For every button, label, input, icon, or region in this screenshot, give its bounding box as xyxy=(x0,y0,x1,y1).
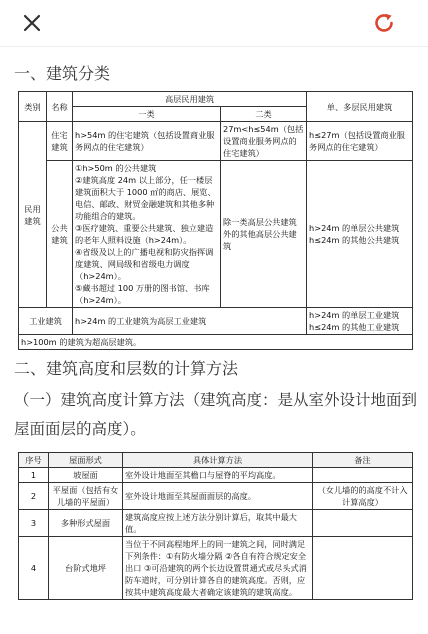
public-multi xyxy=(307,161,413,308)
section-heading-height-calc: 二、建筑高度和层数的计算方法 xyxy=(14,359,239,378)
residential-multi: h≤27m（包括设置商业服务网点的住宅建筑） xyxy=(307,122,413,161)
refresh-icon xyxy=(372,11,396,35)
public-multi-line: h≤24m 的其他公共建筑 xyxy=(309,235,400,245)
height-calculation-table xyxy=(18,452,413,600)
row-method: 室外设计地面至其屋面面层的高度。 xyxy=(123,483,313,510)
table-row xyxy=(19,510,413,537)
row-method: 室外设计地面至其檐口与屋脊的平均高度。 xyxy=(123,468,313,483)
row-method: 建筑高度应按上述方法分别计算后，取其中最大值。 xyxy=(123,510,313,537)
row-roof-form: 台阶式地坪 xyxy=(49,537,123,600)
public-class-1-item: ⑤藏书超过 100 万册的图书馆、书库（h>24m）。 xyxy=(75,283,210,305)
row-remark xyxy=(313,510,413,537)
table-row xyxy=(19,483,413,510)
industrial-building-label: 工业建筑 xyxy=(19,308,73,335)
public-class-1-item: ②建筑高度 24m 以上部分，任一楼层建筑面积大于 1000 ㎡的商店、展览、电信、邮政、财贸金融建筑和其他多种功能组合的建筑。 xyxy=(75,175,216,221)
public-class-2: 除一类高层公共建筑外的其他高层公共建筑 xyxy=(221,161,307,308)
header-name: 名称 xyxy=(47,92,73,122)
row-remark xyxy=(313,537,413,600)
table-row xyxy=(19,468,413,483)
header-number: 序号 xyxy=(19,453,49,468)
residential-class-2: 27m<h≤54m（包括设置商业服务网点的住宅建筑） xyxy=(221,122,307,161)
row-number: 4 xyxy=(19,537,49,600)
public-name: 公共建筑 xyxy=(47,161,73,308)
industrial-low-line: h≤24m 的其他工业建筑 xyxy=(309,322,400,332)
close-button[interactable] xyxy=(18,9,46,37)
section-heading-classification: 一、建筑分类 xyxy=(14,64,111,83)
industrial-low xyxy=(307,308,413,335)
header-category: 类别 xyxy=(19,92,47,122)
public-class-1 xyxy=(73,161,221,308)
header-class-1: 一类 xyxy=(73,107,221,122)
header-class-2: 二类 xyxy=(221,107,307,122)
industrial-low-line: h>24m 的单层工业建筑 xyxy=(309,310,400,320)
header-multi-storey: 单、多层民用建筑 xyxy=(307,92,413,122)
industrial-high: h>24m 的工业建筑为高层工业建筑 xyxy=(73,308,307,335)
header-remark: 备注 xyxy=(313,453,413,468)
residential-class-1: h>54m 的住宅建筑（包括设置商业服务网点的住宅建筑） xyxy=(73,122,221,161)
public-class-1-item: ①h>50m 的公共建筑 xyxy=(75,163,157,173)
header-high-rise: 高层民用建筑 xyxy=(73,92,307,107)
row-number: 1 xyxy=(19,468,49,483)
header-method: 具体计算方法 xyxy=(123,453,313,468)
header-roof-form: 屋面形式 xyxy=(49,453,123,468)
row-remark xyxy=(313,468,413,483)
refresh-button[interactable] xyxy=(370,9,398,37)
row-roof-form: 平屋面（包括有女儿墙的平屋面） xyxy=(49,483,123,510)
subheading-height-method: （一）建筑高度计算方法（建筑高度：是从室外设计地面到屋面面层的高度）。 xyxy=(14,391,418,438)
civil-building-label: 民用建筑 xyxy=(19,122,47,308)
public-class-1-item: ④省级及以上的广播电视和防灾指挥调度建筑、网局级和省级电力调度（h>24m）。 xyxy=(75,247,214,281)
row-number: 3 xyxy=(19,510,49,537)
row-number: 2 xyxy=(19,483,49,510)
row-roof-form: 多种形式屋面 xyxy=(49,510,123,537)
top-toolbar xyxy=(0,0,428,47)
residential-name: 住宅建筑 xyxy=(47,122,73,161)
row-method: 当位于不同高程地坪上的同一建筑之间，同时满足下列条件：①有防火墙分隔 ②各自有符合规定安全出口 ③可沿建筑的两个长边设置贯通式或尽头式消防车道时，可分别计算各自的建筑高度。否则，应按其中建筑高度最大者确定该建筑的建筑高度。 xyxy=(123,537,313,600)
public-multi-line: h>24m 的单层公共建筑 xyxy=(309,223,400,233)
row-remark: （女儿墙的的高度不计入计算高度） xyxy=(313,483,413,510)
table-row xyxy=(19,537,413,600)
close-icon xyxy=(22,13,42,33)
super-high-rise-note: h>100m 的建筑为超高层建筑。 xyxy=(19,335,413,350)
building-classification-table xyxy=(18,91,413,350)
public-class-1-item: ③医疗建筑、重要公共建筑、独立建造的老年人照料设施（h>24m）。 xyxy=(75,223,214,245)
row-roof-form: 坡屋面 xyxy=(49,468,123,483)
